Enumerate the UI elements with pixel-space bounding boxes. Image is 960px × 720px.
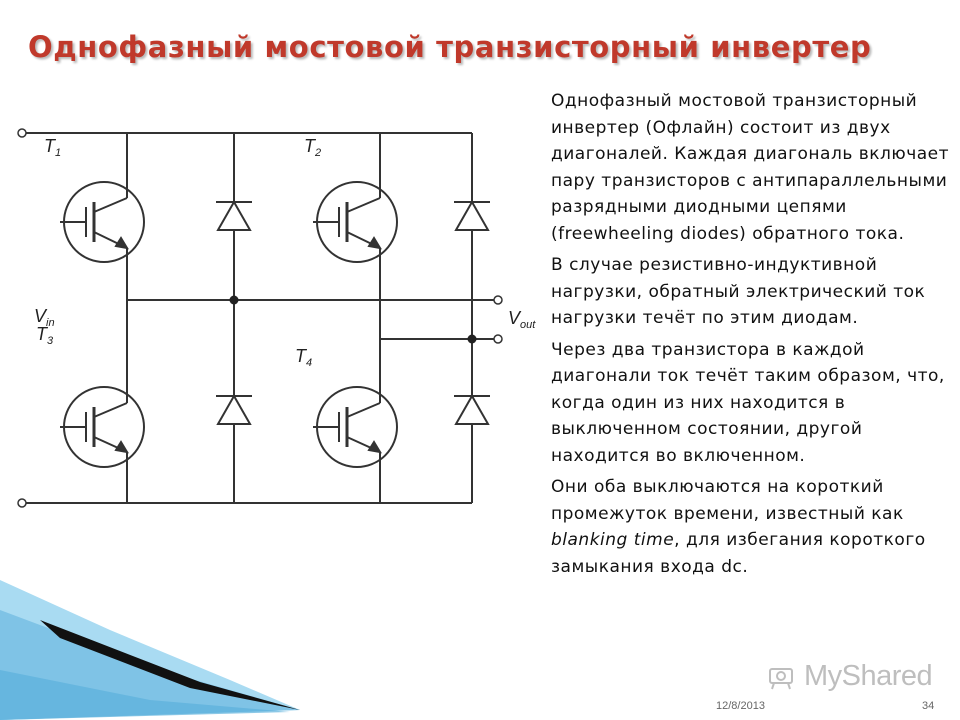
inverter-circuit-diagram <box>0 110 540 520</box>
junction-dot <box>468 335 477 344</box>
diode-d3 <box>216 396 252 424</box>
transistor-t1 <box>60 182 144 262</box>
watermark-text: MyShared <box>804 659 933 692</box>
transistor-t3 <box>60 387 144 467</box>
transistor-t2 <box>313 182 397 262</box>
paragraph-1: Однофазный мостовой транзисторный инвертер (Офлайн) состоит из двух диагоналей. Каждая диагональ включает пару транзисторов с антипараллельными разрядными диодными цепями (freewheeling diodes) обратного тока. <box>551 91 950 244</box>
label-vout: $V_{out}$ <box>508 308 536 331</box>
label-t3: $T_3$ <box>36 324 54 347</box>
paragraph-2: В случае резистивно-индуктивной нагрузки, обратный электрический ток нагрузки течёт по этим диодам. <box>551 255 926 328</box>
label-t4: $T_4$ <box>295 346 313 369</box>
paragraph-3: Через два транзистора в каждой диагонали ток течёт таким образом, что, когда один из них находится в выключенном состоянии, другой находится во включенном. <box>551 339 945 466</box>
label-t2: $T_2$ <box>304 136 322 159</box>
diode-d1 <box>216 202 252 230</box>
paragraph-4: Они оба выключаются на короткий промежуток времени, известный как blanking time, для избегания короткого замыкания входа dc. <box>551 477 926 577</box>
footer-date: 12/8/2013 <box>716 700 765 712</box>
corner-decoration <box>0 570 320 720</box>
slide-title: Однофазный мостовой транзисторный инвертер <box>28 30 872 64</box>
label-t1: $T_1$ <box>44 136 62 159</box>
blanking-time-term: blanking time <box>551 530 675 550</box>
projector-icon <box>768 661 798 691</box>
transistor-t4 <box>313 387 397 467</box>
label-vin: $V_{in}$ <box>34 306 55 329</box>
diode-d2 <box>454 202 490 230</box>
terminal <box>18 129 502 507</box>
diode-d4 <box>454 396 490 424</box>
description-text <box>551 88 951 585</box>
page-number: 34 <box>922 700 935 712</box>
watermark-logo <box>768 656 938 696</box>
junction-dot <box>230 296 239 305</box>
